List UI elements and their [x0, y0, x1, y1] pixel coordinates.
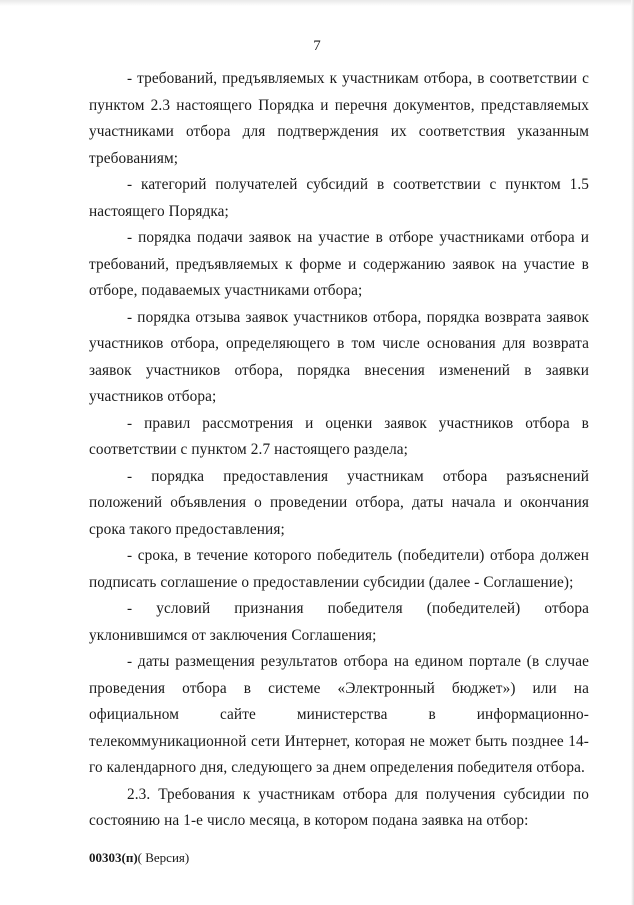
paragraph-categories: - категорий получателей субсидий в соответствии с пунктом 1.5 настоящего Порядка; [89, 176, 589, 220]
paragraph-agreement-term: - срока, в течение которого победитель (победители) отбора должен подписать соглашение о предоставлении субсидии (далее - Соглашение); [89, 547, 589, 591]
paragraph-section-2-3: 2.3. Требования к участникам отбора для получения субсидии по состоянию на 1-е число месяца, в котором подана заявка на отбор: [89, 785, 589, 829]
paragraph-results-publication: - даты размещения результатов отбора на едином портале (в случае проведения отбора в системе «Электронный бюджет») или на официальном сайте министерства в информационно-телекоммуникационной сети Интернет, которая не может быть позднее 14-го календарного дня, следующего за днем определения победителя отбора. [89, 653, 589, 776]
document-body [89, 66, 589, 835]
footer-version: ( Версия) [137, 850, 190, 865]
paragraph-evasion-conditions: - условий признания победителя (победителей) отбора уклонившимся от заключения Соглашения; [89, 600, 589, 644]
scan-edge-top [0, 0, 634, 6]
paragraph-application-order: - порядка подачи заявок на участие в отборе участниками отбора и требований, предъявляемых к форме и содержанию заявок на участие в отборе, подаваемых участниками отбора; [89, 229, 589, 299]
paragraph-withdrawal-order: - порядка отзыва заявок участников отбора, порядка возврата заявок участников отбора, определяющего в том числе основания для возврата заявок участников отбора, порядка внесения изменений в заявки участников отбора; [89, 308, 589, 405]
paragraph-evaluation-rules: - правил рассмотрения и оценки заявок участников отбора в соответствии с пунктом 2.7 настоящего раздела; [89, 414, 589, 458]
footer-document-code [89, 850, 189, 866]
paragraph-requirements: - требований, предъявляемых к участникам отбора, в соответствии с пунктом 2.3 настоящего Порядка и перечня документов, представляемых участниками отбора для подтверждения их соответствия указанным требованиям; [89, 70, 589, 167]
page-number: 7 [313, 38, 321, 54]
footer-code: 00303(п) [89, 850, 138, 865]
paragraph-clarifications: - порядка предоставления участникам отбора разъяснений положений объявления о проведении отбора, даты начала и окончания срока такого предоставления; [89, 467, 589, 538]
